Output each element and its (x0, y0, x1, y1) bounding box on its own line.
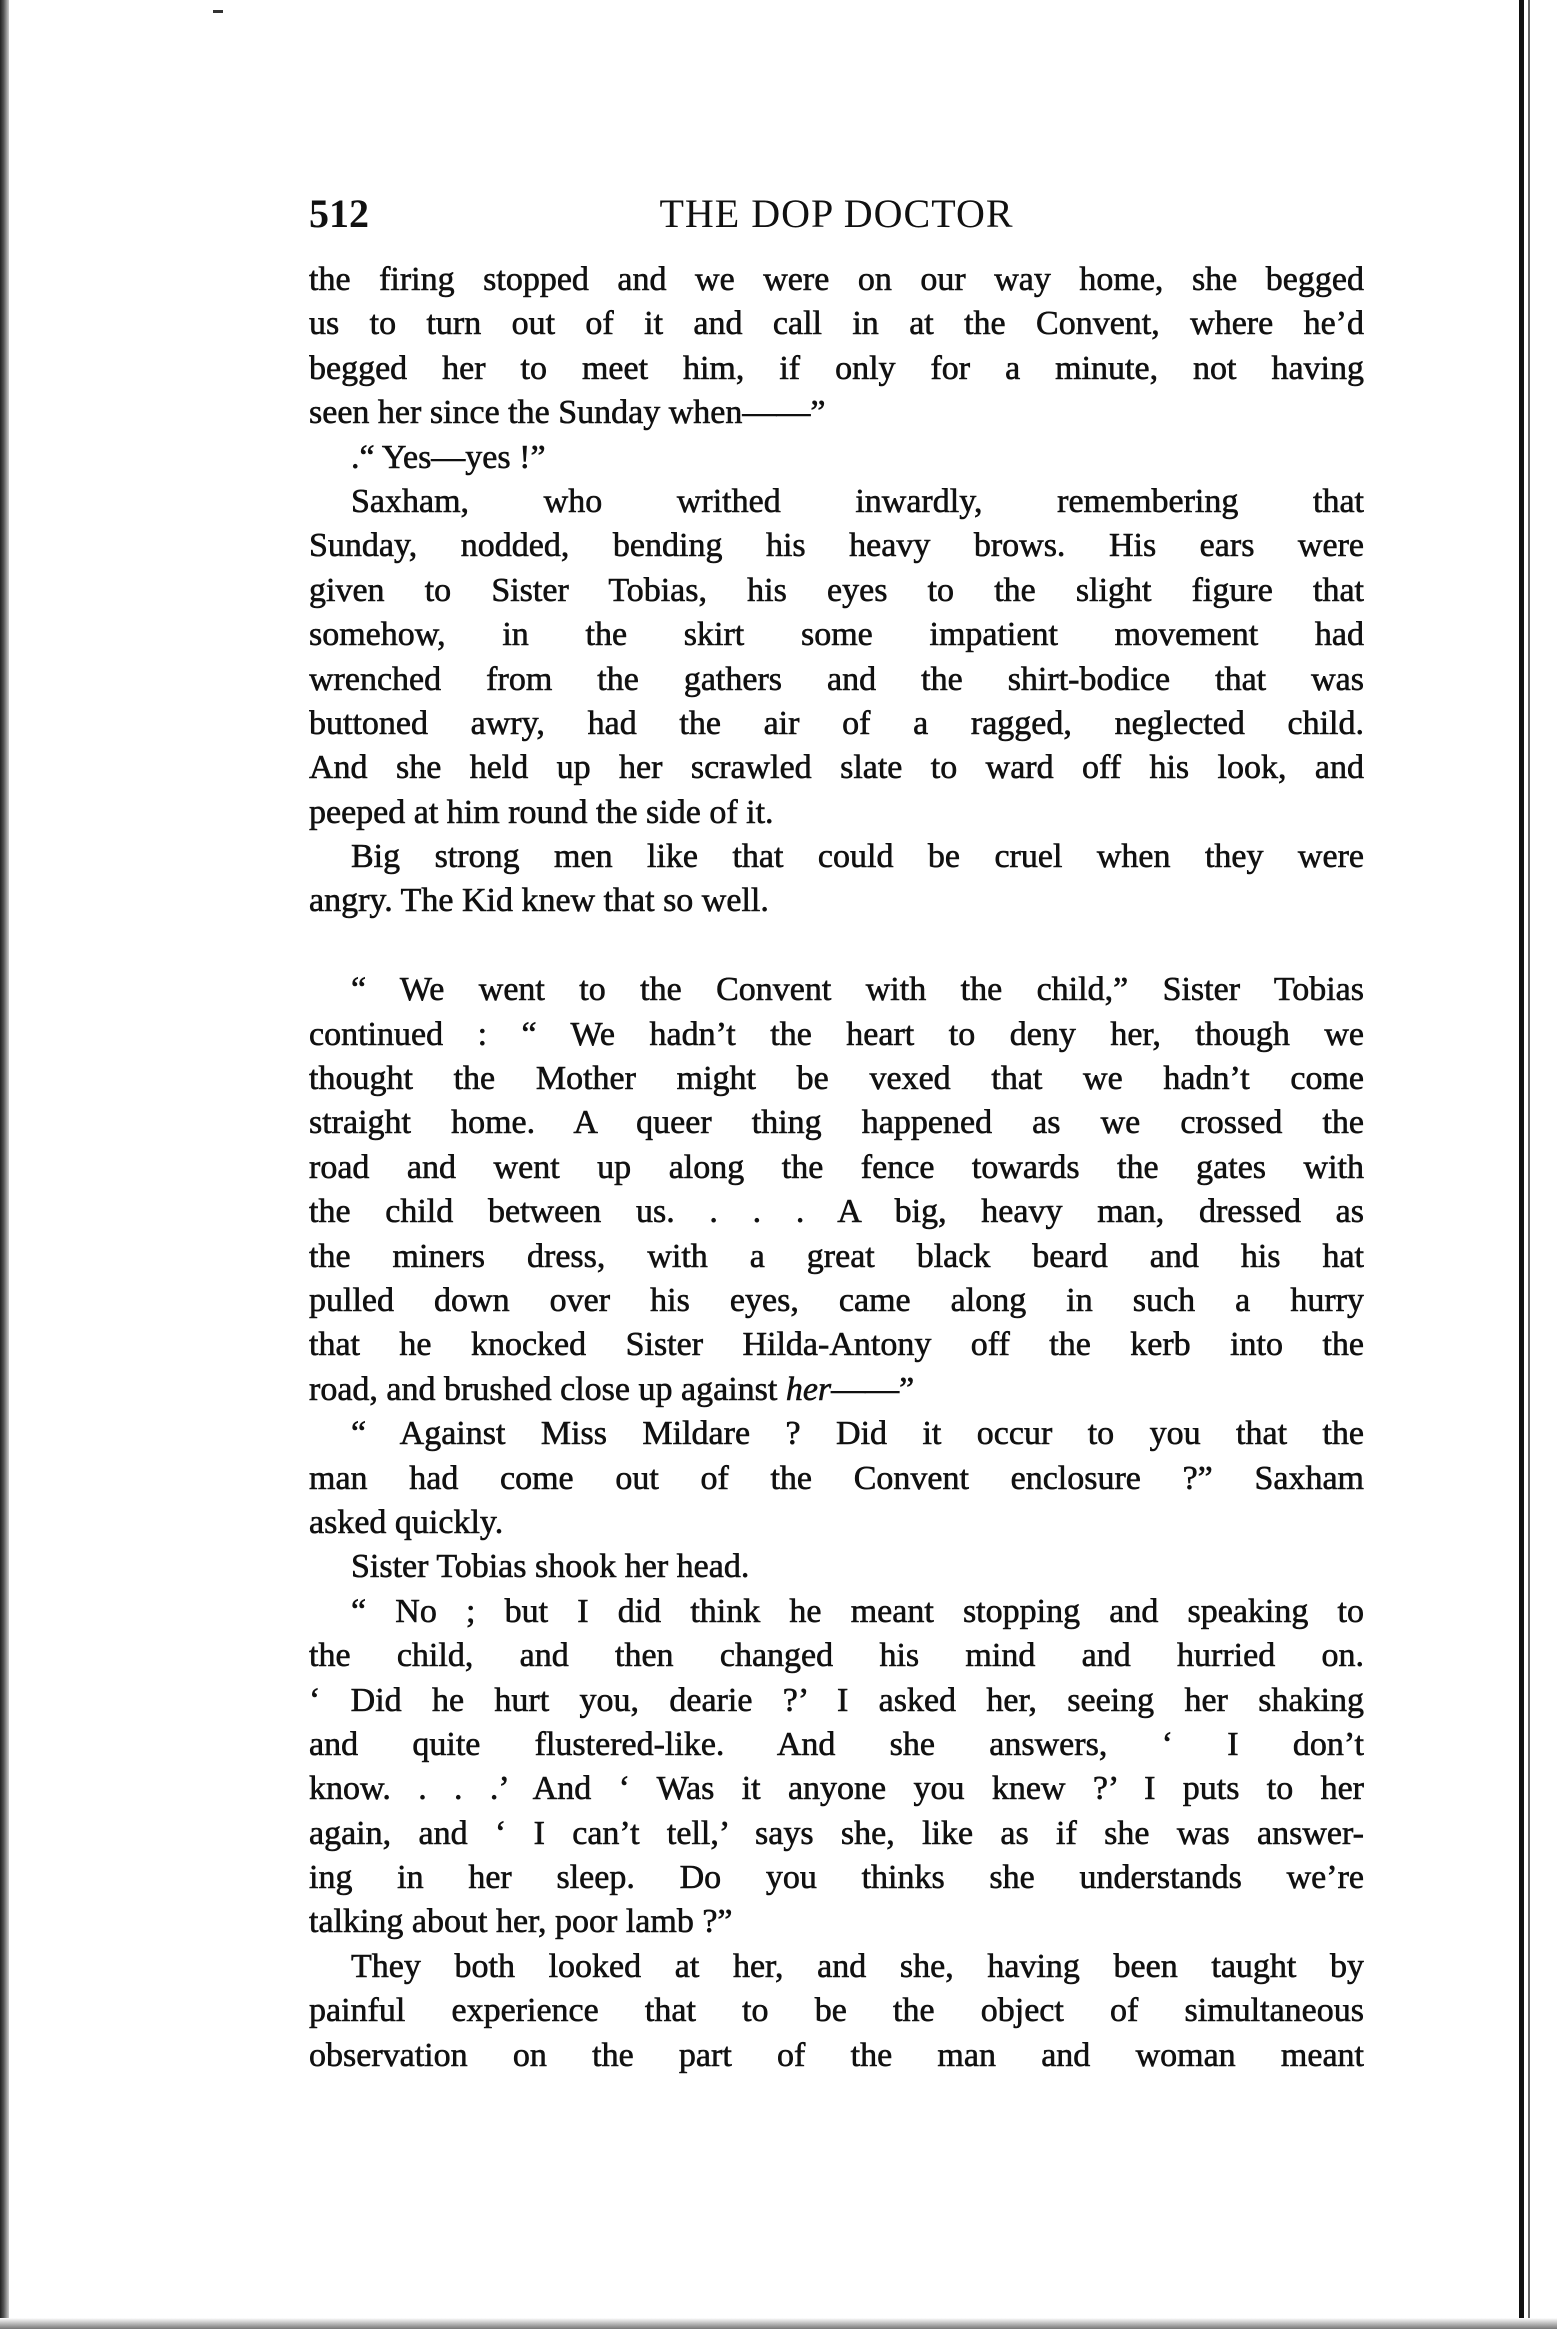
text-line (309, 879, 1364, 923)
text-line-content: buttoned awry, had the air of a ragged, neglected child. (309, 704, 1364, 742)
text-line (309, 1190, 1364, 1234)
italic-text: her (785, 1370, 832, 1408)
scan-right-edge-shadow (1528, 0, 1530, 2329)
text-line (309, 613, 1364, 657)
text-line-content: Saxham, who writhed inwardly, remembering that (351, 482, 1364, 520)
text-line (309, 480, 1364, 524)
text-line (309, 524, 1364, 568)
text-line-content: painful experience that to be the object of simultaneous (309, 1992, 1364, 2030)
text-line (309, 258, 1364, 302)
text-line (309, 1412, 1364, 1456)
text-line-content: Big strong men like that could be cruel when they were (351, 838, 1364, 876)
text-line (309, 1057, 1364, 1101)
text-line (309, 391, 1364, 435)
scan-left-edge (0, 0, 9, 2329)
text-line (309, 1590, 1364, 1634)
text-line-content: man had come out of the Convent enclosure ?” Saxham (309, 1459, 1364, 1497)
text-line (309, 1679, 1364, 1723)
page-body-text (309, 258, 1364, 2078)
text-line-content: seen her since the Sunday when——” (309, 394, 826, 432)
text-line (309, 1634, 1364, 1678)
text-line-content: and quite flustered-like. And she answers, ‘ I don’t (309, 1725, 1364, 1763)
text-line-content: wrenched from the gathers and the shirt-bodice that was (309, 660, 1364, 698)
text-line (309, 1235, 1364, 1279)
text-line-content: straight home. A queer thing happened as we crossed the (309, 1104, 1364, 1142)
text-line (309, 658, 1364, 702)
text-line (309, 1945, 1364, 1989)
text-line-content: Sister Tobias shook her head. (351, 1548, 750, 1586)
text-line-tail: ——” (831, 1370, 915, 1408)
text-line-content: road, and brushed close up against (309, 1370, 786, 1408)
text-line (309, 569, 1364, 613)
text-line (309, 436, 1364, 480)
text-line-content: ‘ Did he hurt you, dearie ?’ I asked her, seeing her shaking (309, 1681, 1364, 1719)
text-line-content: observation on the part of the man and woman meant (309, 2036, 1364, 2074)
scan-right-edge (1519, 0, 1524, 2329)
text-line-content: the firing stopped and we were on our way home, she begged (309, 261, 1364, 298)
text-line (309, 1101, 1364, 1145)
text-line-content: the child between us. . . . A big, heavy man, dressed as (309, 1193, 1364, 1231)
page-header (309, 190, 1364, 238)
text-line-content: road and went up along the fence towards the gates with (309, 1148, 1364, 1186)
text-line-content: thought the Mother might be vexed that we hadn’t come (309, 1060, 1364, 1098)
text-line (309, 1900, 1364, 1944)
text-line-content: angry. The Kid knew that so well. (309, 882, 769, 920)
text-line-content: somehow, in the skirt some impatient movement had (309, 616, 1364, 654)
text-line-content: They both looked at her, and she, having been taught by (351, 1947, 1364, 1985)
running-title: THE DOP DOCTOR (659, 191, 1014, 236)
text-line (309, 1989, 1364, 2033)
text-line (309, 2034, 1364, 2078)
text-line-content: “ Against Miss Mildare ? Did it occur to you that the (351, 1415, 1364, 1453)
text-line (309, 1457, 1364, 1501)
text-line (309, 1146, 1364, 1190)
text-line (309, 1723, 1364, 1767)
text-line-content: “ No ; but I did think he meant stopping and speaking to (351, 1592, 1364, 1630)
text-line-content: again, and ‘ I can’t tell,’ says she, like as if she was answer- (309, 1814, 1364, 1852)
text-line (309, 1368, 1364, 1412)
text-line-content: “ We went to the Convent with the child,” Sister Tobias (351, 971, 1364, 1009)
text-line (309, 347, 1364, 391)
text-line (309, 302, 1364, 346)
text-line-content: asked quickly. (309, 1503, 504, 1541)
text-line (309, 835, 1364, 879)
text-line-content: us to turn out of it and call in at the Convent, where he’d (309, 305, 1364, 343)
text-line (309, 1279, 1364, 1323)
text-line-content: .“ Yes—yes !” (351, 438, 546, 476)
text-line-content: the miners dress, with a great black beard and his hat (309, 1237, 1364, 1275)
text-line (309, 702, 1364, 746)
text-line-content: Sunday, nodded, bending his heavy brows. His ears were (309, 527, 1364, 565)
text-line-content: begged her to meet him, if only for a minute, not having (309, 349, 1364, 387)
text-line-content: ing in her sleep. Do you thinks she understands we’re (309, 1859, 1364, 1897)
text-line-content: given to Sister Tobias, his eyes to the slight figure that (309, 571, 1364, 609)
text-line (309, 1323, 1364, 1367)
text-line-content: that he knocked Sister Hilda-Antony off the kerb into the (309, 1326, 1364, 1364)
text-line-content: continued : “ We hadn’t the heart to deny her, though we (309, 1015, 1364, 1053)
scan-bottom-edge (0, 2318, 1557, 2329)
text-line (309, 791, 1364, 835)
text-line (309, 1856, 1364, 1900)
text-line (309, 1501, 1364, 1545)
text-line-content: the child, and then changed his mind and hurried on. (309, 1637, 1364, 1675)
scan-mark (213, 10, 223, 13)
page-number: 512 (309, 191, 369, 236)
text-line (309, 1812, 1364, 1856)
text-line (309, 1013, 1364, 1057)
text-line (309, 1767, 1364, 1811)
text-line-content: know. . . .’ And ‘ Was it anyone you knew ?’ I puts to her (309, 1770, 1364, 1808)
text-line (309, 968, 1364, 1012)
text-line-content: peeped at him round the side of it. (309, 793, 774, 831)
text-line-content: pulled down over his eyes, came along in such a hurry (309, 1281, 1364, 1319)
text-line-content: talking about her, poor lamb ?” (309, 1903, 733, 1941)
text-line (309, 746, 1364, 790)
text-line (309, 924, 1364, 968)
text-line-content: And she held up her scrawled slate to ward off his look, and (309, 749, 1364, 787)
text-line (309, 1545, 1364, 1589)
